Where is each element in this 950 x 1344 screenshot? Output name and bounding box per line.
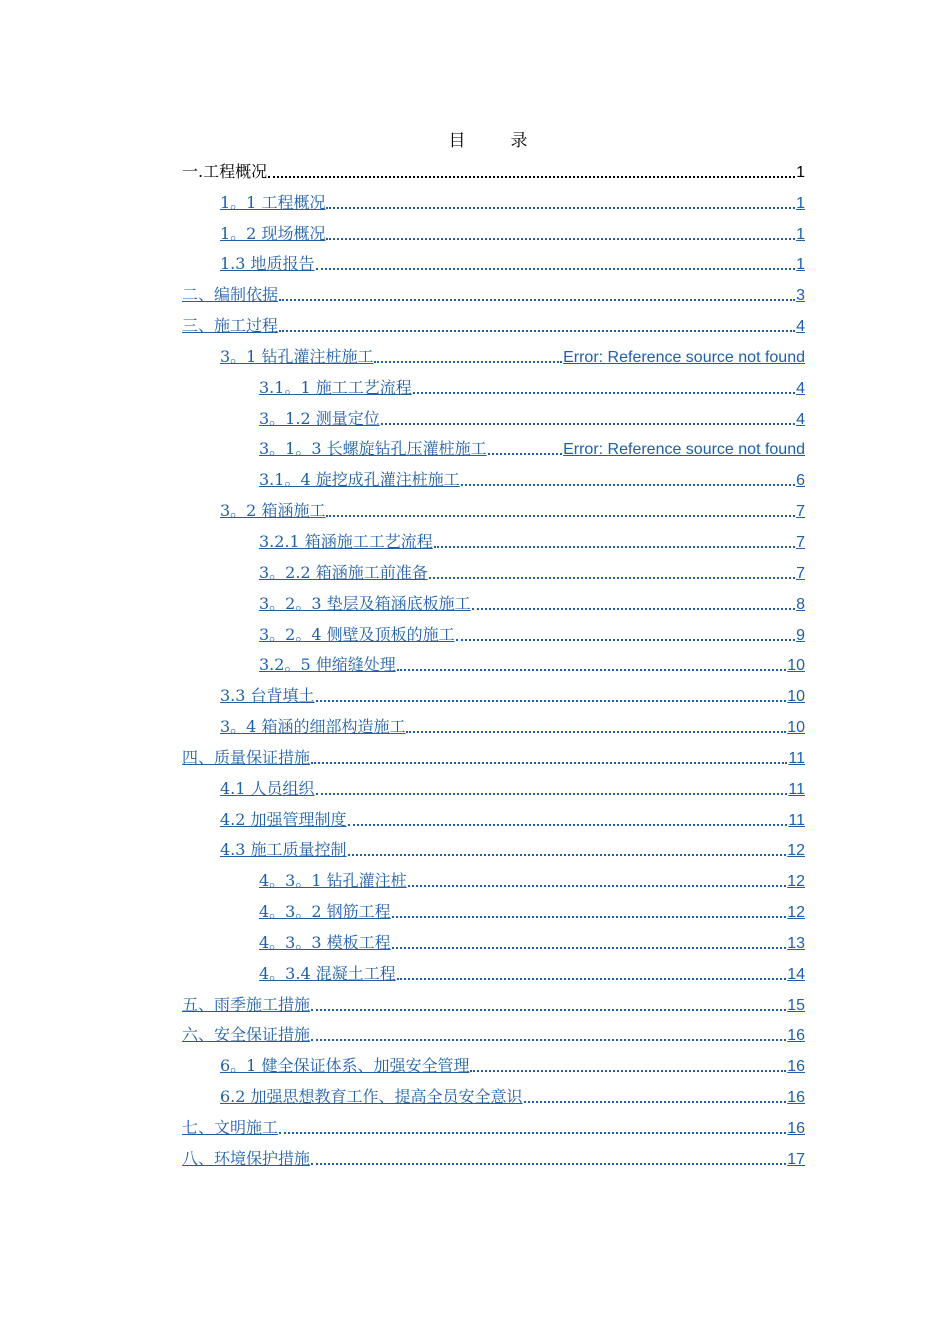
- toc-page-number: 17: [787, 1150, 805, 1168]
- toc-entry-level2[interactable]: [182, 801, 805, 832]
- toc-entry-text: 3。2。3 垫层及箱涵底板施工: [259, 593, 471, 613]
- toc-entry-level3[interactable]: [182, 554, 805, 585]
- dot-leader: [472, 608, 795, 610]
- dot-leader: [348, 854, 787, 856]
- toc-page-number: 4: [796, 379, 805, 397]
- toc-page-number: 10: [787, 719, 805, 737]
- toc-entry-text: 1.3 地质报告: [220, 254, 315, 274]
- toc-entry-level2[interactable]: [182, 677, 805, 708]
- toc-entry-level3[interactable]: [182, 585, 805, 616]
- dot-leader: [434, 546, 795, 548]
- toc-page-number: 6: [796, 472, 805, 490]
- toc-page-number: 7: [796, 533, 805, 551]
- toc-entry-level1[interactable]: [182, 739, 805, 770]
- toc-entry-level2[interactable]: [182, 770, 805, 801]
- toc-page-number: Error: Reference source not found: [563, 441, 805, 459]
- toc-page-number: 7: [796, 564, 805, 582]
- toc-page-number: 12: [787, 842, 805, 860]
- toc-entry-text: 6。1 健全保证体系、加强安全管理: [220, 1056, 470, 1076]
- toc-entry-level3[interactable]: [182, 647, 805, 678]
- toc-page-number: 1: [796, 256, 805, 274]
- toc-page-number: 7: [796, 503, 805, 521]
- dot-leader: [374, 361, 562, 363]
- toc-entry-text: 3。1。3 长螺旋钻孔压灌桩施工: [259, 439, 487, 459]
- toc-entry-level1[interactable]: [182, 1140, 805, 1171]
- toc-entry-level2[interactable]: [182, 492, 805, 523]
- toc-entry-text: 3。2.2 箱涵施工前准备: [259, 562, 428, 582]
- dot-leader: [429, 577, 795, 579]
- toc-entry-text: 3。1 钻孔灌注桩施工: [220, 346, 374, 366]
- toc-page-number: 4: [796, 318, 805, 336]
- dot-leader: [461, 484, 795, 486]
- dot-leader: [326, 207, 795, 209]
- toc-entry-level1[interactable]: [182, 986, 805, 1017]
- toc-entry-level3[interactable]: [182, 431, 805, 462]
- dot-leader: [456, 639, 795, 641]
- toc-entry-level3[interactable]: [182, 955, 805, 986]
- toc-page-number: 16: [787, 1027, 805, 1045]
- toc-entry-level1[interactable]: [182, 1109, 805, 1140]
- dot-leader: [316, 268, 796, 270]
- toc-page-number: 1: [796, 225, 805, 243]
- dot-leader: [413, 392, 795, 394]
- dot-leader: [326, 238, 795, 240]
- toc-entry-text: 6.2 加强思想教育工作、提高全员安全意识: [220, 1087, 523, 1107]
- toc-page-number: 1: [796, 163, 805, 181]
- dot-leader: [408, 885, 787, 887]
- dot-leader: [311, 762, 787, 764]
- toc-entry-text: 3。1.2 测量定位: [259, 408, 380, 428]
- toc-page-number: 1: [796, 194, 805, 212]
- dot-leader: [316, 700, 787, 702]
- toc-entry-level1[interactable]: [182, 276, 805, 307]
- toc-page-number: 16: [787, 1058, 805, 1076]
- dot-leader: [488, 453, 562, 455]
- dot-leader: [279, 1132, 786, 1134]
- toc-entry-level2[interactable]: [182, 832, 805, 863]
- dot-leader: [397, 669, 786, 671]
- toc-entry-text: 八、环境保护措施: [182, 1148, 311, 1168]
- toc-entry-text: 4。3。1 钻孔灌注桩: [259, 871, 407, 891]
- dot-leader: [311, 1163, 786, 1165]
- toc-entry-text: 3.3 台背填土: [220, 686, 315, 706]
- toc-entry-level3[interactable]: [182, 924, 805, 955]
- toc-page-number: 3: [796, 287, 805, 305]
- toc-entry-level1[interactable]: [182, 1017, 805, 1048]
- toc-page-number: Error: Reference source not found: [563, 348, 805, 366]
- toc-entry-level2[interactable]: [182, 184, 805, 215]
- dot-leader: [406, 731, 786, 733]
- toc-entry-level3[interactable]: [182, 400, 805, 431]
- dot-leader: [279, 330, 795, 332]
- toc-entry-level2[interactable]: [182, 338, 805, 369]
- dot-leader: [381, 423, 795, 425]
- toc-entry-text: 4.3 施工质量控制: [220, 840, 347, 860]
- dot-leader: [311, 1039, 786, 1041]
- dot-leader: [279, 299, 795, 301]
- toc-entry-text: 3。2 箱涵施工: [220, 501, 326, 521]
- toc-entry-text: 4。3。2 钢筋工程: [259, 902, 391, 922]
- toc-entry-text: 4。3。3 模板工程: [259, 932, 391, 952]
- toc-entry-level2[interactable]: [182, 215, 805, 246]
- toc-page-number: 13: [787, 934, 805, 952]
- toc-entry-level2[interactable]: [182, 246, 805, 277]
- toc-entry-text: 一.工程概况: [182, 161, 268, 181]
- toc-entry-level3[interactable]: [182, 523, 805, 554]
- toc-entry-level1[interactable]: [182, 307, 805, 338]
- toc-page-number: 8: [796, 595, 805, 613]
- toc-page-number: 12: [787, 873, 805, 891]
- dot-leader: [470, 1070, 786, 1072]
- toc-entry-text: 六、安全保证措施: [182, 1025, 311, 1045]
- toc-page-number: 10: [787, 688, 805, 706]
- toc-page-number: 11: [788, 749, 805, 767]
- toc-entry-text: 3。4 箱涵的细部构造施工: [220, 717, 406, 737]
- toc-entry-text: 三、施工过程: [182, 316, 279, 336]
- dot-leader: [311, 1009, 786, 1011]
- toc-page-number: 16: [787, 1120, 805, 1137]
- toc-entry-text: 1。2 现场概况: [220, 223, 326, 243]
- toc-entry-text: 二、编制依据: [182, 285, 279, 305]
- toc-entry-text: 4.1 人员组织: [220, 778, 315, 798]
- toc-entry-text: 3。2。4 侧壁及顶板的施工: [259, 624, 455, 644]
- dot-leader: [524, 1101, 787, 1103]
- toc-entry-level2[interactable]: [182, 708, 805, 739]
- toc-entry-level3[interactable]: [182, 616, 805, 647]
- toc-entry-level3[interactable]: [182, 893, 805, 924]
- toc-entry-text: 七、文明施工: [182, 1118, 279, 1137]
- dot-leader: [397, 978, 786, 980]
- dot-leader: [348, 824, 788, 826]
- toc-entry-text: 3.1。1 施工工艺流程: [259, 377, 412, 397]
- toc-page-number: 11: [788, 780, 805, 798]
- toc-entry-level2[interactable]: [182, 1047, 805, 1078]
- toc-entry-text: 1。1 工程概况: [220, 192, 326, 212]
- toc-entry-level3[interactable]: [182, 862, 805, 893]
- toc-page-number: 15: [787, 996, 805, 1014]
- toc-entry-text: 4.2 加强管理制度: [220, 809, 347, 829]
- toc-page-number: 12: [787, 904, 805, 922]
- toc-entry-level1: [182, 153, 805, 184]
- toc-entry-text: 3.2。5 伸缩缝处理: [259, 655, 396, 675]
- toc-title: 目 录: [448, 131, 542, 151]
- table-of-contents: [182, 153, 805, 1171]
- toc-page-number: 9: [796, 626, 805, 644]
- toc-entry-level3[interactable]: [182, 461, 805, 492]
- toc-entry-level2[interactable]: [182, 1078, 805, 1109]
- dot-leader: [268, 176, 795, 178]
- toc-page-number: 4: [796, 410, 805, 428]
- toc-entry-text: 五、雨季施工措施: [182, 994, 311, 1014]
- toc-entry-text: 3.1。4 旋挖成孔灌注桩施工: [259, 470, 460, 490]
- dot-leader: [392, 916, 787, 918]
- toc-page-number: 10: [787, 657, 805, 675]
- toc-page-number: 16: [787, 1089, 805, 1107]
- toc-entry-text: 4。3.4 混凝土工程: [259, 963, 396, 983]
- toc-entry-text: 3.2.1 箱涵施工工艺流程: [259, 531, 433, 551]
- toc-entry-text: 四、质量保证措施: [182, 747, 311, 767]
- toc-entry-level3[interactable]: [182, 369, 805, 400]
- dot-leader: [392, 947, 787, 949]
- toc-page-number: 11: [788, 811, 805, 829]
- toc-page-number: 14: [787, 965, 805, 983]
- dot-leader: [316, 793, 788, 795]
- dot-leader: [326, 515, 795, 517]
